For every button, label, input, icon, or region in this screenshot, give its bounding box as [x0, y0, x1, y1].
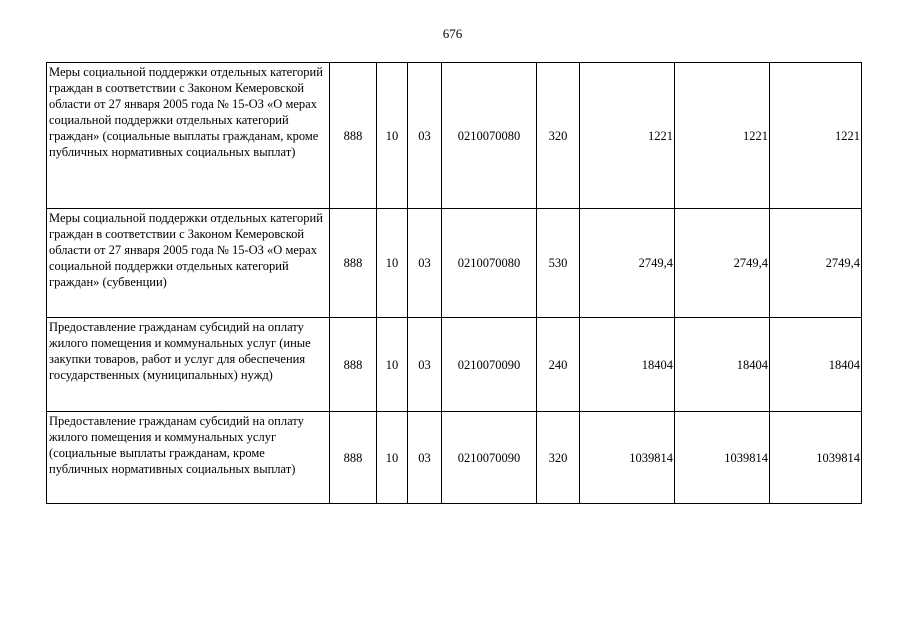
- row-target: 0210070080: [442, 63, 537, 209]
- row-name: Предоставление гражданам субсидий на оплату жилого помещения и коммунальных услуг (иные закупки товаров, работ и услуг для обеспечения государственных (муниципальных) нужд): [47, 318, 330, 412]
- table-row: [47, 63, 862, 209]
- table-row: [47, 412, 862, 504]
- row-code: 888: [330, 318, 377, 412]
- row-value-1: 2749,4: [580, 209, 675, 318]
- row-section: 10: [377, 412, 408, 504]
- row-value-2: 1221: [675, 63, 770, 209]
- row-value-3: 1221: [770, 63, 862, 209]
- row-code: 888: [330, 63, 377, 209]
- row-subsection: 03: [408, 412, 442, 504]
- row-target: 0210070080: [442, 209, 537, 318]
- row-value-1: 18404: [580, 318, 675, 412]
- table-row: [47, 318, 862, 412]
- row-section: 10: [377, 209, 408, 318]
- row-value-2: 1039814: [675, 412, 770, 504]
- row-name: Предоставление гражданам субсидий на оплату жилого помещения и коммунальных услуг (социальные выплаты гражданам, кроме публичных нормативных социальных выплат): [47, 412, 330, 504]
- row-name: Меры социальной поддержки отдельных категорий граждан в соответствии с Законом Кемеровской области от 27 января 2005 года № 15-ОЗ «О мерах социальной поддержки отдельных категорий граждан» (субвенции): [47, 209, 330, 318]
- row-code: 888: [330, 209, 377, 318]
- row-subsection: 03: [408, 318, 442, 412]
- row-value-2: 18404: [675, 318, 770, 412]
- row-expense-type: 530: [537, 209, 580, 318]
- row-value-2: 2749,4: [675, 209, 770, 318]
- row-expense-type: 320: [537, 63, 580, 209]
- row-value-1: 1039814: [580, 412, 675, 504]
- row-subsection: 03: [408, 63, 442, 209]
- page-number: 676: [442, 26, 463, 41]
- row-section: 10: [377, 63, 408, 209]
- row-section: 10: [377, 318, 408, 412]
- row-expense-type: 240: [537, 318, 580, 412]
- row-expense-type: 320: [537, 412, 580, 504]
- row-value-3: 18404: [770, 318, 862, 412]
- table-row: [47, 209, 862, 318]
- row-subsection: 03: [408, 209, 442, 318]
- row-target: 0210070090: [442, 412, 537, 504]
- row-target: 0210070090: [442, 318, 537, 412]
- row-value-3: 1039814: [770, 412, 862, 504]
- row-code: 888: [330, 412, 377, 504]
- row-value-1: 1221: [580, 63, 675, 209]
- budget-table: [46, 62, 862, 504]
- row-name: Меры социальной поддержки отдельных категорий граждан в соответствии с Законом Кемеровской области от 27 января 2005 года № 15-ОЗ «О мерах социальной поддержки отдельных категорий граждан» (социальные выплаты гражданам, кроме публичных нормативных социальных выплат): [47, 63, 330, 209]
- row-value-3: 2749,4: [770, 209, 862, 318]
